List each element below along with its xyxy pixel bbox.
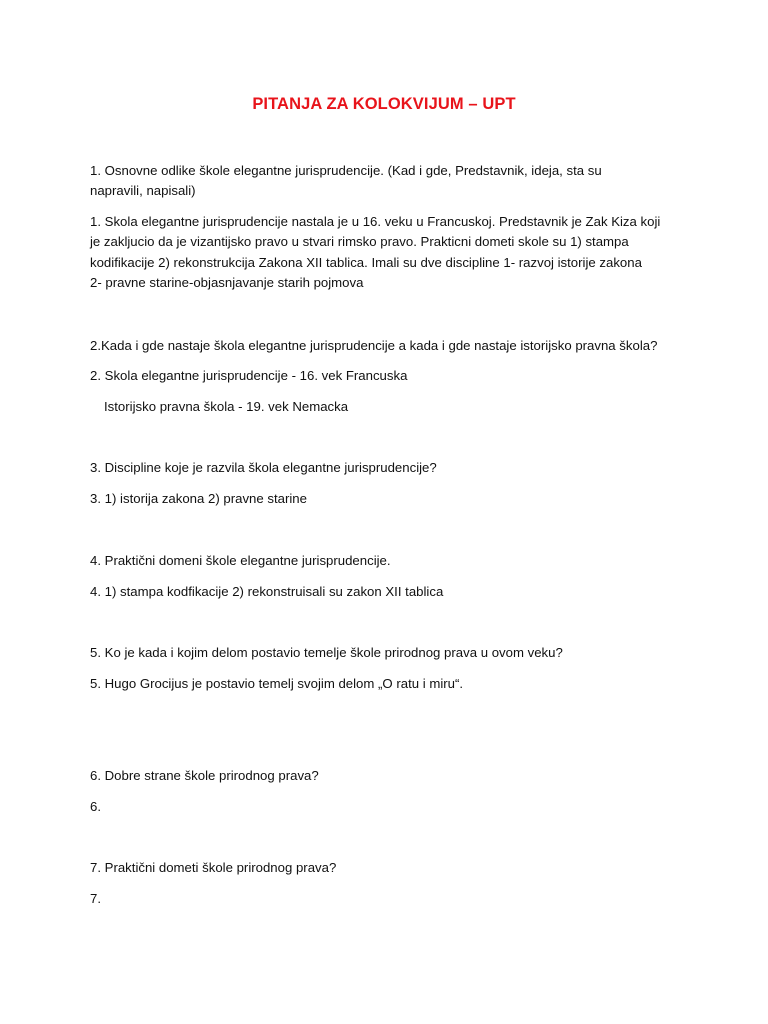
answer-4: 4. 1) stampa kodfikacije 2) rekonstruisali su zakon XII tablica	[90, 584, 444, 599]
answer-1-line-2: je zakljucio da je vizantijsko pravo u stvari rimsko pravo. Prakticni dometi skole su 1) stampa	[90, 234, 629, 249]
question-1-line-2: napravili, napisali)	[90, 183, 196, 198]
question-7: 7. Praktični dometi škole prirodnog prava?	[90, 860, 337, 875]
answer-2-line-2: Istorijsko pravna škola - 19. vek Nemacka	[104, 399, 349, 414]
question-1-line-1: 1. Osnovne odlike škole elegantne jurisprudencije. (Kad i gde, Predstavnik, ideja, sta su	[90, 163, 602, 178]
document-title: PITANJA ZA KOLOKVIJUM – UPT	[252, 95, 516, 113]
answer-3: 3. 1) istorija zakona 2) pravne starine	[90, 491, 307, 506]
answer-7: 7.	[90, 891, 101, 906]
answer-2-line-1: 2. Skola elegantne jurisprudencije - 16. vek Francuska	[90, 368, 408, 383]
answer-1-line-1: 1. Skola elegantne jurisprudencije nastala je u 16. veku u Francuskoj. Predstavnik je Zak Kiza koji	[90, 214, 661, 229]
question-6: 6. Dobre strane škole prirodnog prava?	[90, 768, 319, 783]
answer-6: 6.	[90, 799, 101, 814]
answer-5: 5. Hugo Grocijus je postavio temelj svojim delom „O ratu i miru“.	[90, 676, 464, 691]
answer-1-line-4: 2- pravne starine-objasnjavanje starih pojmova	[90, 275, 364, 290]
question-5: 5. Ko je kada i kojim delom postavio temelje škole prirodnog prava u ovom veku?	[90, 645, 563, 660]
question-2: 2.Kada i gde nastaje škola elegantne jurisprudencije a kada i gde nastaje istorijsko pravna škola?	[90, 338, 658, 353]
question-3: 3. Discipline koje je razvila škola elegantne jurisprudencije?	[90, 460, 437, 475]
question-4: 4. Praktični domeni škole elegantne jurisprudencije.	[90, 553, 391, 568]
answer-1-line-3: kodifikacije 2) rekonstrukcija Zakona XII tablica. Imali su dve discipline 1- razvoj istorije zakona	[90, 255, 642, 270]
